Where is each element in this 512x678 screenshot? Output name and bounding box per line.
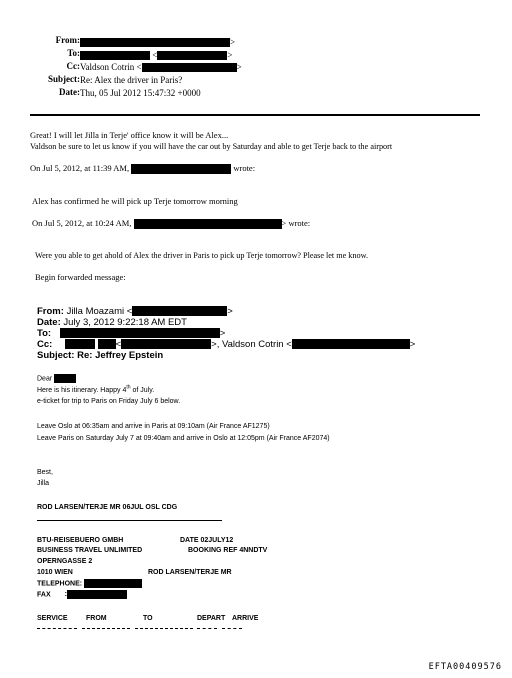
quote-1-prefix: On Jul 5, 2012, at 11:39 AM, bbox=[30, 163, 130, 173]
col-depart: DEPART bbox=[197, 615, 226, 622]
fwd-cc: Cc: < >, Valdson Cotrin < > bbox=[37, 339, 416, 350]
dear-line bbox=[37, 374, 76, 383]
col-from: FROM bbox=[86, 615, 107, 622]
col-arrive: ARRIVE bbox=[232, 615, 259, 622]
fax-label: FAX bbox=[37, 591, 51, 599]
redaction-block bbox=[98, 339, 116, 349]
col-to: TO bbox=[143, 615, 153, 622]
fwd-from-label: From: bbox=[37, 306, 64, 317]
dash-line bbox=[135, 628, 193, 629]
cc-name: Valdson Cotrin < bbox=[80, 62, 142, 72]
booking-divider bbox=[37, 520, 222, 521]
quote-2-suffix: > wrote: bbox=[281, 218, 311, 228]
to-label: To: bbox=[67, 48, 80, 58]
fwd-date-label: Date: bbox=[37, 317, 61, 328]
street: OPERNGASSE 2 bbox=[37, 558, 93, 565]
begin-forwarded: Begin forwarded message: bbox=[35, 272, 126, 282]
dash-line bbox=[222, 628, 242, 629]
redaction-block bbox=[65, 339, 95, 349]
fwd-cc-label: Cc: bbox=[37, 339, 53, 350]
message-line-2: Valdson be sure to let us know if you will have the car out by Saturday and able to get Terje back to the airport bbox=[30, 142, 393, 151]
booking-title: ROD LARSEN/TERJE MR 06JUL OSL CDG bbox=[37, 504, 178, 511]
fwd-to-label: To: bbox=[37, 328, 52, 339]
dash-line bbox=[37, 628, 77, 629]
telephone bbox=[37, 579, 142, 588]
date-value: Thu, 05 Jul 2012 15:47:32 +0000 bbox=[80, 88, 201, 98]
flight-leg-2: Leave Paris on Saturday July 7 at 09:40am and arrive in Oslo at 12:05pm (Air France AF2074) bbox=[37, 435, 330, 442]
redaction-block bbox=[134, 219, 282, 229]
message-line-1: Great! I will let Jilla in Terje' office know it will be Alex... bbox=[30, 130, 229, 140]
quote-1-body: Alex has confirmed he will pick up Terje tomorrow morning bbox=[32, 196, 238, 206]
from-value: > bbox=[80, 36, 235, 49]
fwd-cc-mid: >, Valdson Cotrin < bbox=[211, 339, 292, 350]
telephone-label: TELEPHONE: bbox=[37, 580, 83, 588]
redaction-block bbox=[80, 51, 150, 60]
agency-name: BTU-REISEBUERO GMBH bbox=[37, 537, 124, 544]
redaction-block bbox=[60, 328, 220, 338]
redaction-block bbox=[80, 38, 230, 47]
redaction-block bbox=[54, 374, 76, 383]
fwd-date-value: July 3, 2012 9:22:18 AM EDT bbox=[63, 317, 187, 328]
signature: Jilla bbox=[37, 480, 50, 487]
cc-value: Valdson Cotrin < > bbox=[80, 62, 242, 72]
itinerary-line bbox=[37, 386, 154, 395]
booking-date: DATE 02JULY12 bbox=[180, 537, 234, 544]
flight-leg-1: Leave Oslo at 06:35am and arrive in Paris at 09:10am (Air France AF1275) bbox=[37, 423, 270, 430]
document-id: EFTA00409576 bbox=[428, 662, 502, 672]
quote-2-prefix: On Jul 5, 2012, at 10:24 AM, bbox=[32, 218, 132, 228]
passenger: ROD LARSEN/TERJE MR bbox=[148, 569, 232, 576]
fax bbox=[37, 590, 127, 599]
cc-label: Cc: bbox=[66, 61, 80, 71]
redaction-block bbox=[292, 339, 410, 349]
header-divider bbox=[30, 114, 480, 116]
redaction-block bbox=[132, 306, 227, 316]
fwd-subject-value: Re: Jeffrey Epstein bbox=[77, 350, 164, 361]
company-name: BUSINESS TRAVEL UNLIMITED bbox=[37, 547, 143, 554]
booking-ref: BOOKING REF 4NNDTV bbox=[188, 547, 268, 554]
dash-line bbox=[82, 628, 130, 629]
fwd-subject bbox=[37, 350, 163, 361]
subject-label: Subject: bbox=[48, 74, 80, 84]
fwd-subject-label: Subject: bbox=[37, 350, 75, 361]
fwd-to: To: > bbox=[37, 328, 226, 339]
col-service: SERVICE bbox=[37, 615, 68, 622]
redaction-block bbox=[64, 590, 127, 599]
redaction-block bbox=[84, 579, 142, 588]
quote-2-body: Were you able to get ahold of Alex the driver in Paris to pick up Terje tomorrow? Please let me know. bbox=[35, 251, 368, 260]
fwd-from-value: Jilla Moazami < bbox=[66, 306, 133, 317]
subject-value: Re: Alex the driver in Paris? bbox=[80, 75, 183, 85]
redaction-block bbox=[131, 164, 231, 174]
redaction-block bbox=[142, 63, 237, 72]
dash-line bbox=[197, 628, 217, 629]
fwd-date bbox=[37, 317, 187, 328]
redaction-block bbox=[157, 51, 227, 60]
itinerary-sup: th bbox=[126, 384, 131, 391]
eticket-line: e-ticket for trip to Paris on Friday July 6 below. bbox=[37, 398, 181, 405]
city: 1010 WIEN bbox=[37, 569, 73, 576]
fax-separator: : bbox=[64, 591, 67, 599]
date-label: Date: bbox=[59, 87, 80, 97]
quote-2-attribution bbox=[32, 218, 310, 229]
redaction-block bbox=[121, 339, 211, 349]
closing: Best, bbox=[37, 469, 53, 476]
dear-text: Dear bbox=[37, 375, 53, 383]
to-value: < > bbox=[80, 49, 232, 62]
from-label: From: bbox=[55, 35, 80, 45]
quote-1-suffix: wrote: bbox=[233, 163, 256, 173]
quote-1-attribution bbox=[30, 163, 255, 174]
fwd-from: From: Jilla Moazami < > bbox=[37, 306, 233, 317]
itinerary-end: of July. bbox=[130, 387, 155, 394]
itinerary-text: Here is his itinerary. Happy 4 bbox=[37, 387, 127, 394]
